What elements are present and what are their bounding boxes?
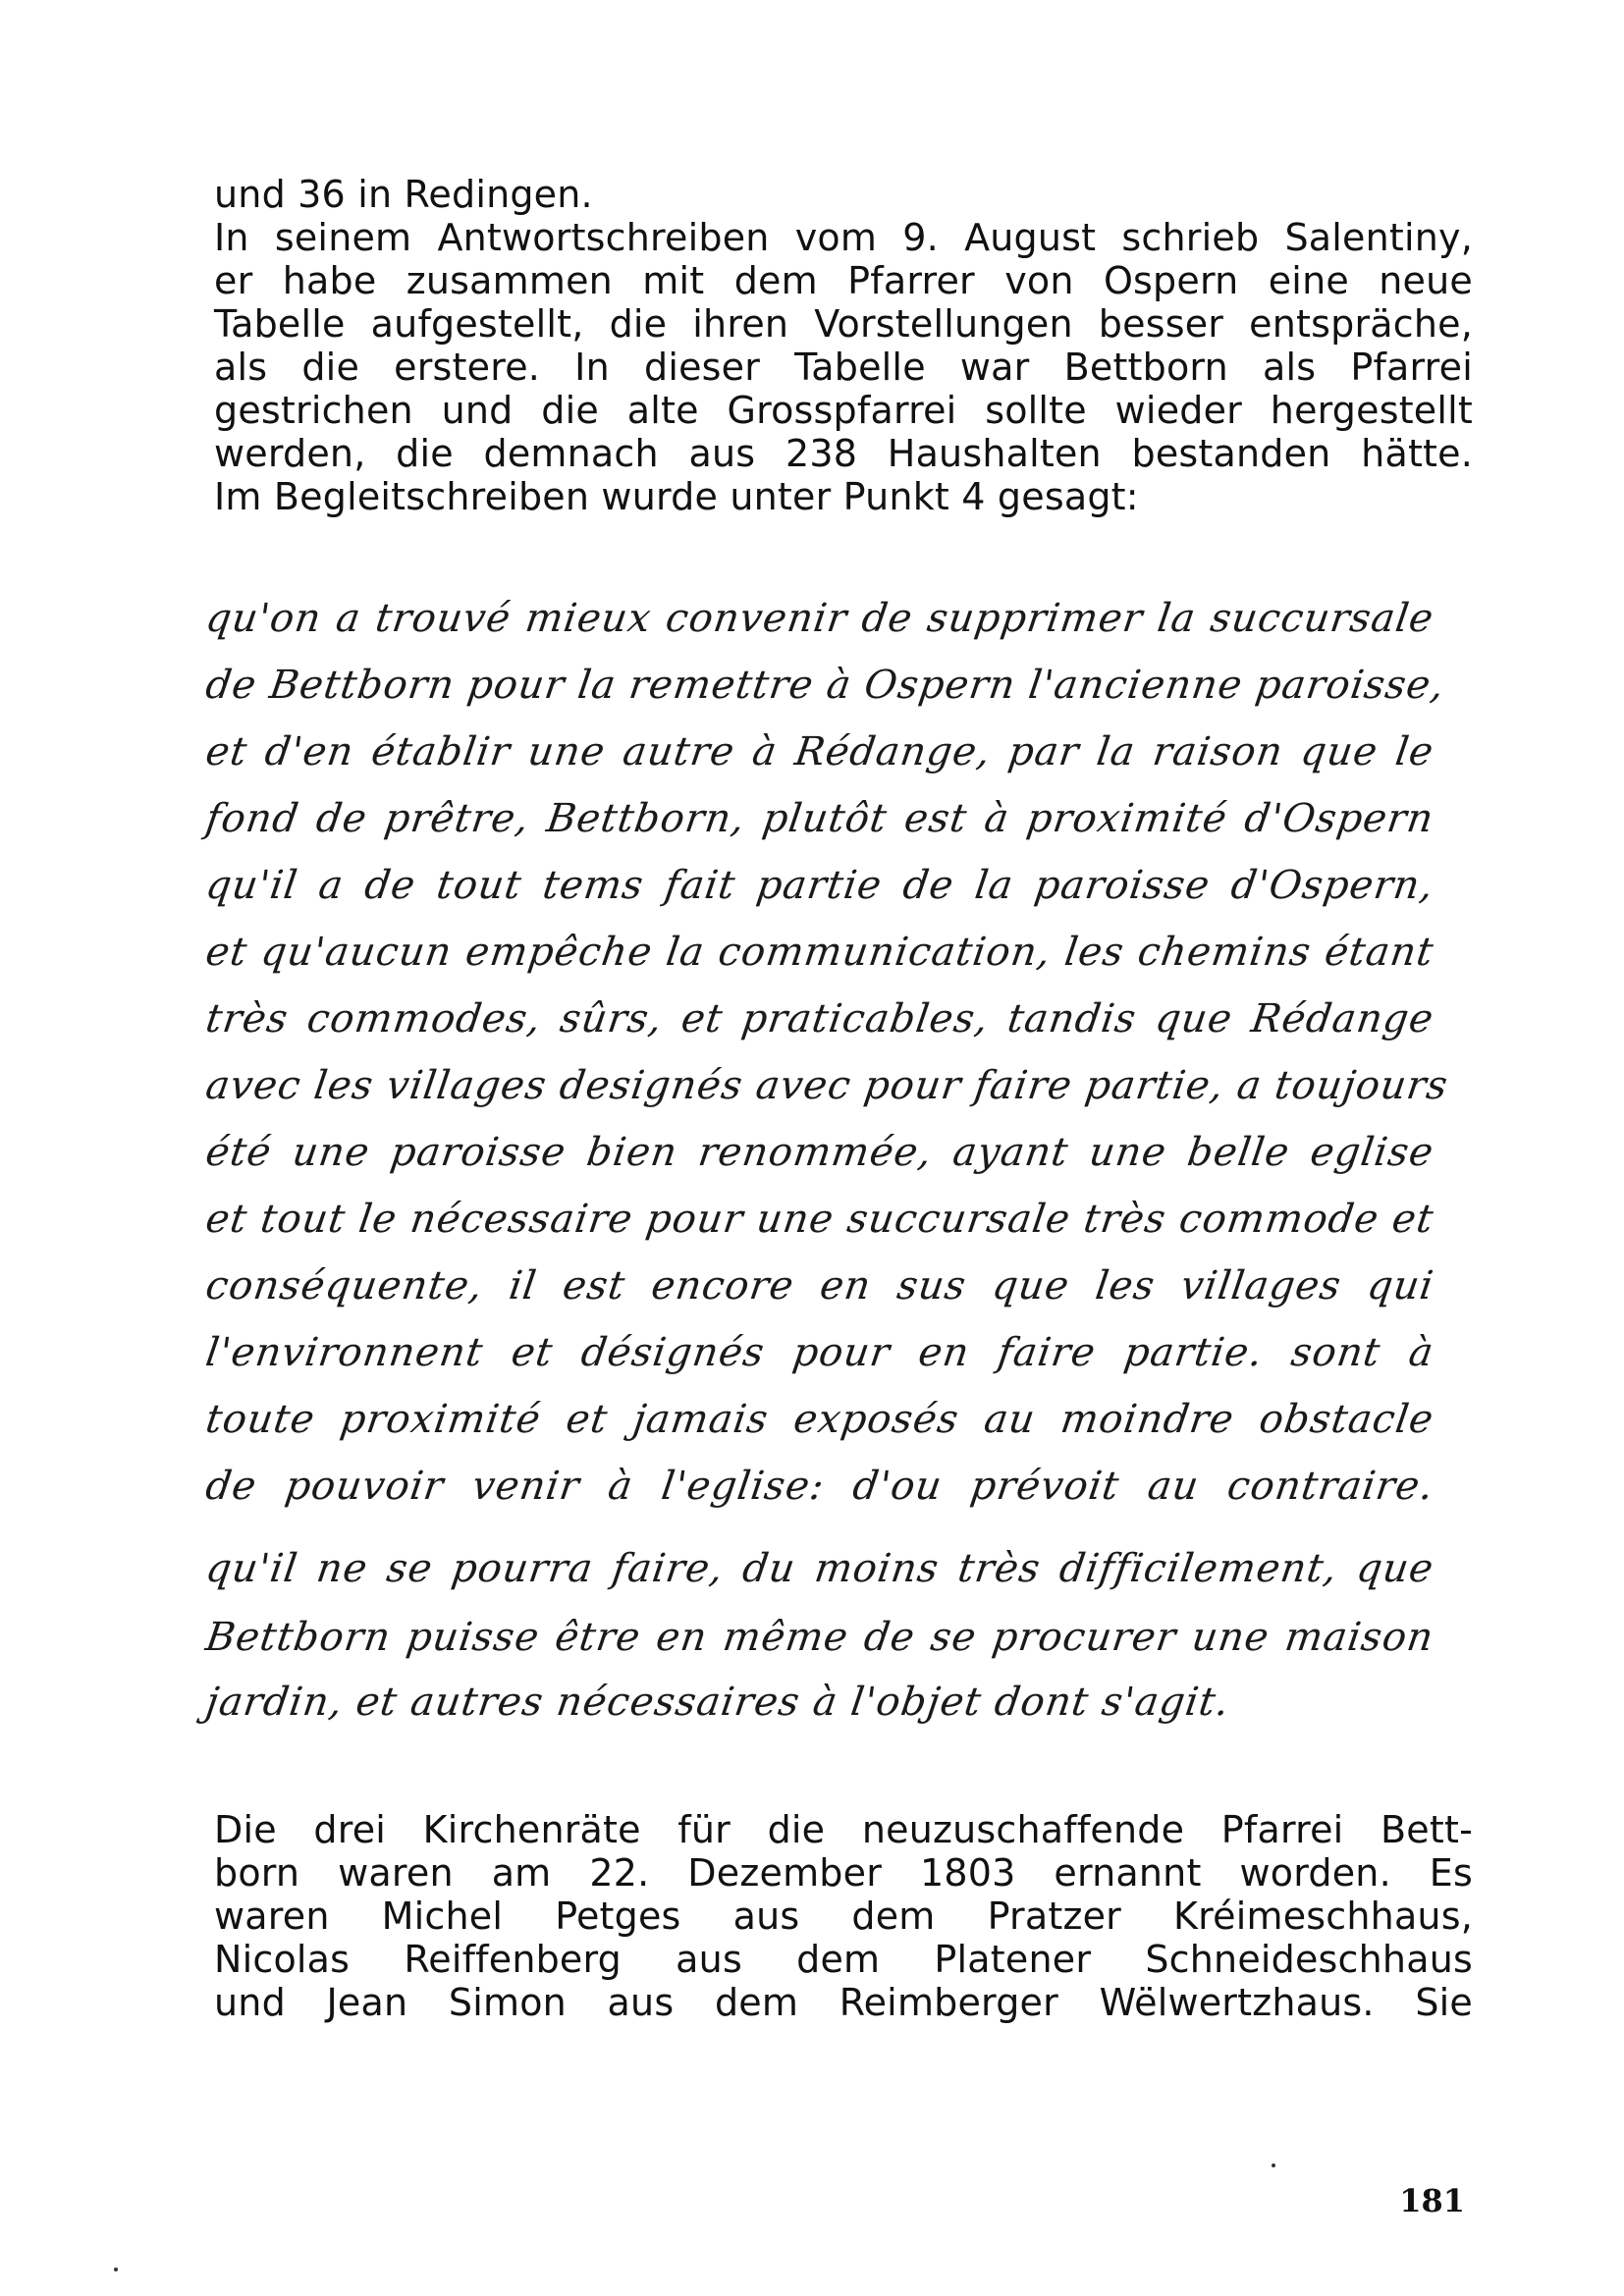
print-speck: [114, 2268, 118, 2271]
text-line: waren Michel Petges aus dem Pratzer Kréimeschhaus,: [214, 1895, 1473, 1938]
handwritten-letter-excerpt: [202, 560, 1451, 1725]
handwritten-line: de Bettborn pour la remettre à Ospern l'ancienne paroisse,: [202, 663, 1448, 708]
text-line: In seinem Antwortschreiben vom 9. August schrieb Salentiny,: [214, 216, 1473, 259]
text-line: und Jean Simon aus dem Reimberger Wëlwertzhaus. Sie: [214, 1981, 1473, 2024]
text-line: Nicolas Reiffenberg aus dem Platener Schneideschhaus: [214, 1938, 1473, 1981]
text-line: er habe zusammen mit dem Pfarrer von Ospern eine neue: [214, 259, 1473, 302]
handwritten-line: jardin, et autres nécessaires à l'objet dont s'agit.: [202, 1680, 1233, 1725]
handwritten-line: conséquente, il est encore en sus que les villages qui: [202, 1263, 1437, 1308]
text-line: Im Begleitschreiben wurde unter Punkt 4 gesagt:: [214, 475, 1139, 518]
page-number: 181: [1399, 2182, 1465, 2219]
handwritten-line: très commodes, sûrs, et praticables, tandis que Rédange: [202, 996, 1437, 1041]
text-line: Die drei Kirchenräte für die neuzuschaffende Pfarrei Bett-: [214, 1808, 1473, 1851]
text-line: Tabelle aufgestellt, die ihren Vorstellungen besser entspräche,: [214, 302, 1473, 346]
handwritten-line: qu'il ne se pourra faire, du moins très difficilement, que: [202, 1546, 1437, 1591]
handwritten-line: qu'on a trouvé mieux convenir de supprimer la succursale: [202, 596, 1437, 641]
handwritten-line: avec les villages designés avec pour faire partie, a toujours: [202, 1063, 1451, 1108]
handwritten-line: de pouvoir venir à l'eglise: d'ou prévoit au contraire.: [202, 1464, 1437, 1509]
text-line: als die erstere. In dieser Tabelle war Bettborn als Pfarrei: [214, 346, 1473, 389]
handwritten-line: fond de prêtre, Bettborn, plutôt est à proximité d'Ospern: [202, 796, 1437, 841]
handwritten-line: et d'en établir une autre à Rédange, par la raison que le: [202, 729, 1437, 774]
handwritten-line: été une paroisse bien renommée, ayant une belle eglise: [202, 1130, 1437, 1175]
handwritten-line: l'environnent et désignés pour en faire partie. sont à: [202, 1330, 1437, 1375]
handwritten-line: toute proximité et jamais exposés au moindre obstacle: [202, 1397, 1437, 1442]
handwritten-line: Bettborn puisse être en même de se procurer une maison: [202, 1615, 1437, 1660]
top-paragraph: [214, 173, 1473, 518]
text-line: und 36 in Redingen.: [214, 173, 593, 216]
handwritten-line: et tout le nécessaire pour une succursale très commode et: [202, 1197, 1437, 1242]
handwritten-line: et qu'aucun empêche la communication, les chemins étant: [202, 930, 1437, 975]
text-line: born waren am 22. Dezember 1803 ernannt worden. Es: [214, 1851, 1473, 1895]
bottom-paragraph: [214, 1808, 1473, 2024]
handwritten-line: qu'il a de tout tems fait partie de la paroisse d'Ospern,: [202, 863, 1437, 908]
text-line: werden, die demnach aus 238 Haushalten bestanden hätte.: [214, 432, 1473, 475]
print-speck: [1272, 2163, 1275, 2167]
text-line: gestrichen und die alte Grosspfarrei sollte wieder hergestellt: [214, 389, 1473, 432]
